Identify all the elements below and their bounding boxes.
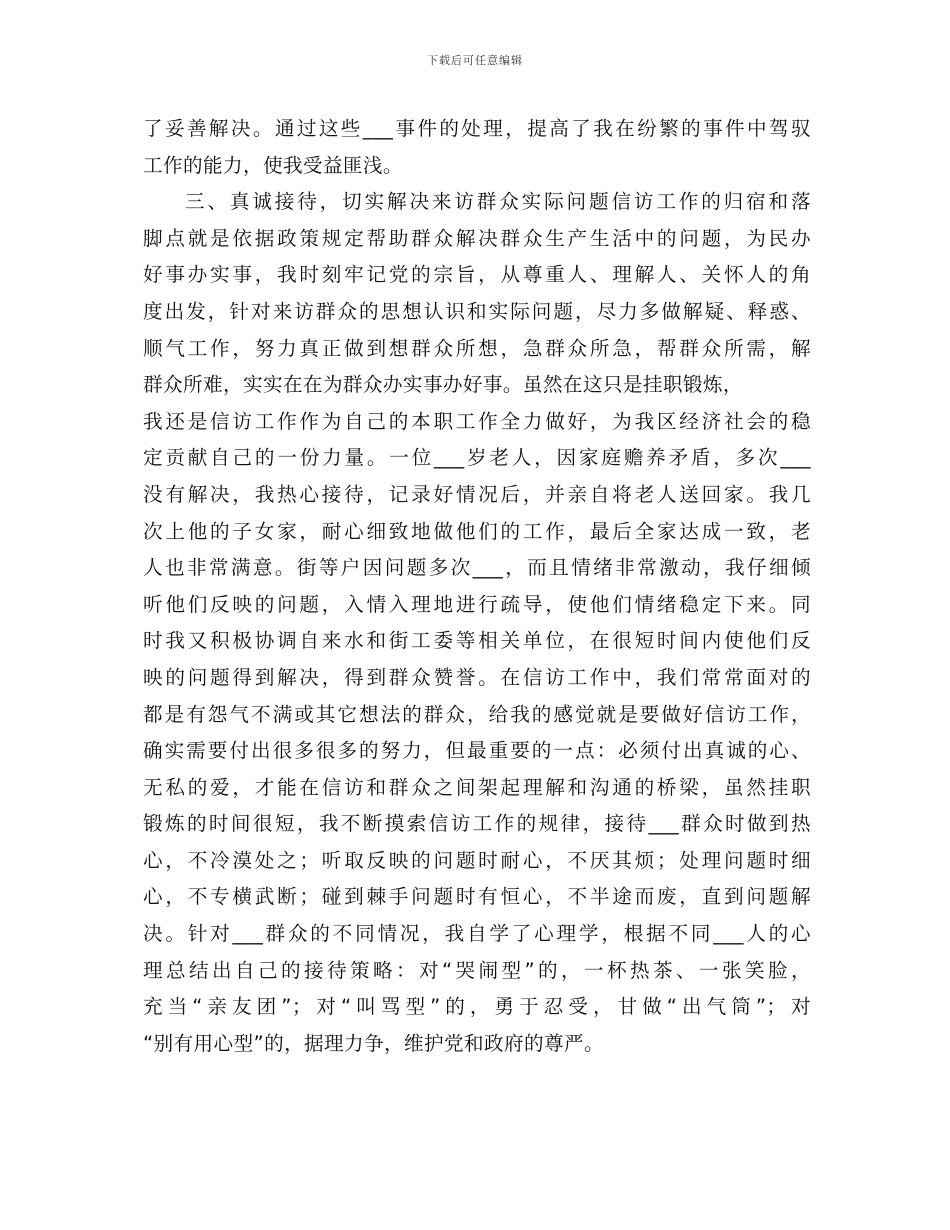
text-line: 时我又积极协调自来水和街工委等相关单位，在很短时间内使他们反: [143, 629, 811, 653]
text-line: 顺气工作，努力真正做到想群众所想，急群众所急，帮群众所需，解: [143, 336, 811, 360]
text-line: 工作的能力，使我受益匪浅。: [143, 153, 403, 177]
text-line: 没有解决，我热心接待，记录好情况后，并亲自将老人送回家。我几: [143, 482, 811, 506]
text-line: 了妥善解决。通过这些___事件的处理，提高了我在纷繁的事件中驾驭: [143, 117, 811, 140]
text-line: 人也非常满意。街等户因问题多次___，而且情绪非常激动，我仔细倾: [143, 556, 811, 580]
text-line: 脚点就是依据政策规定帮助群众解决群众生产生活中的问题，为民办: [143, 226, 811, 250]
text-line: 好事办实事，我时刻牢记党的宗旨，从尊重人、理解人、关怀人的角: [143, 263, 811, 287]
header-note: 下载后可任意编辑: [427, 54, 523, 67]
text-line: 听他们反映的问题，入情入理地进行疏导，使他们情绪稳定下来。同: [143, 592, 811, 616]
text-line: 理总结出自己的接待策略：对“哭闹型”的，一杯热茶、一张笑脸，: [143, 958, 811, 982]
text-line: 群众所难，实实在在为群众办实事办好事。虽然在这只是挂职锻炼，: [143, 373, 743, 397]
text-line: “别有用心型”的，据理力争，维护党和政府的尊严。: [143, 1031, 604, 1055]
paragraph: [143, 111, 811, 184]
paragraph: [143, 184, 811, 1062]
text-line: 充当“亲友团”；对“叫骂型”的，勇于忍受，甘做“出气筒”；对: [143, 995, 811, 1019]
text-line: 确实需要付出很多很多的努力，但最重要的一点：必须付出真诚的心、: [143, 739, 811, 763]
text-line: 都是有怨气不满或其它想法的群众，给我的感觉就是要做好信访工作，: [143, 702, 811, 726]
text-line: 锻炼的时间很短，我不断摸索信访工作的规律，接待___群众时做到热: [143, 812, 811, 836]
text-line: 三、真诚接待，切实解决来访群众实际问题信访工作的归宿和落: [185, 190, 811, 214]
text-line: 次上他的子女家，耐心细致地做他们的工作，最后全家达成一致，老: [143, 519, 811, 543]
text-line: 决。针对___群众的不同情况，我自学了心理学，根据不同___人的心: [143, 922, 811, 946]
text-line: 我还是信访工作作为自己的本职工作全力做好，为我区经济社会的稳: [143, 409, 811, 433]
text-line: 心，不专横武断；碰到棘手问题时有恒心，不半途而废，直到问题解: [143, 885, 811, 909]
text-line: 定贡献自己的一份力量。一位___岁老人，因家庭赡养矛盾，多次___: [143, 446, 811, 470]
text-line: 映的问题得到解决，得到群众赞誉。在信访工作中，我们常常面对的: [143, 665, 811, 689]
document-body: [143, 111, 811, 1062]
text-line: 度出发，针对来访群众的思想认识和实际问题，尽力多做解疑、释惑、: [143, 299, 811, 323]
text-line: 心，不冷漠处之；听取反映的问题时耐心，不厌其烦；处理问题时细: [143, 848, 811, 872]
text-line: 无私的爱，才能在信访和群众之间架起理解和沟通的桥梁，虽然挂职: [143, 775, 811, 799]
